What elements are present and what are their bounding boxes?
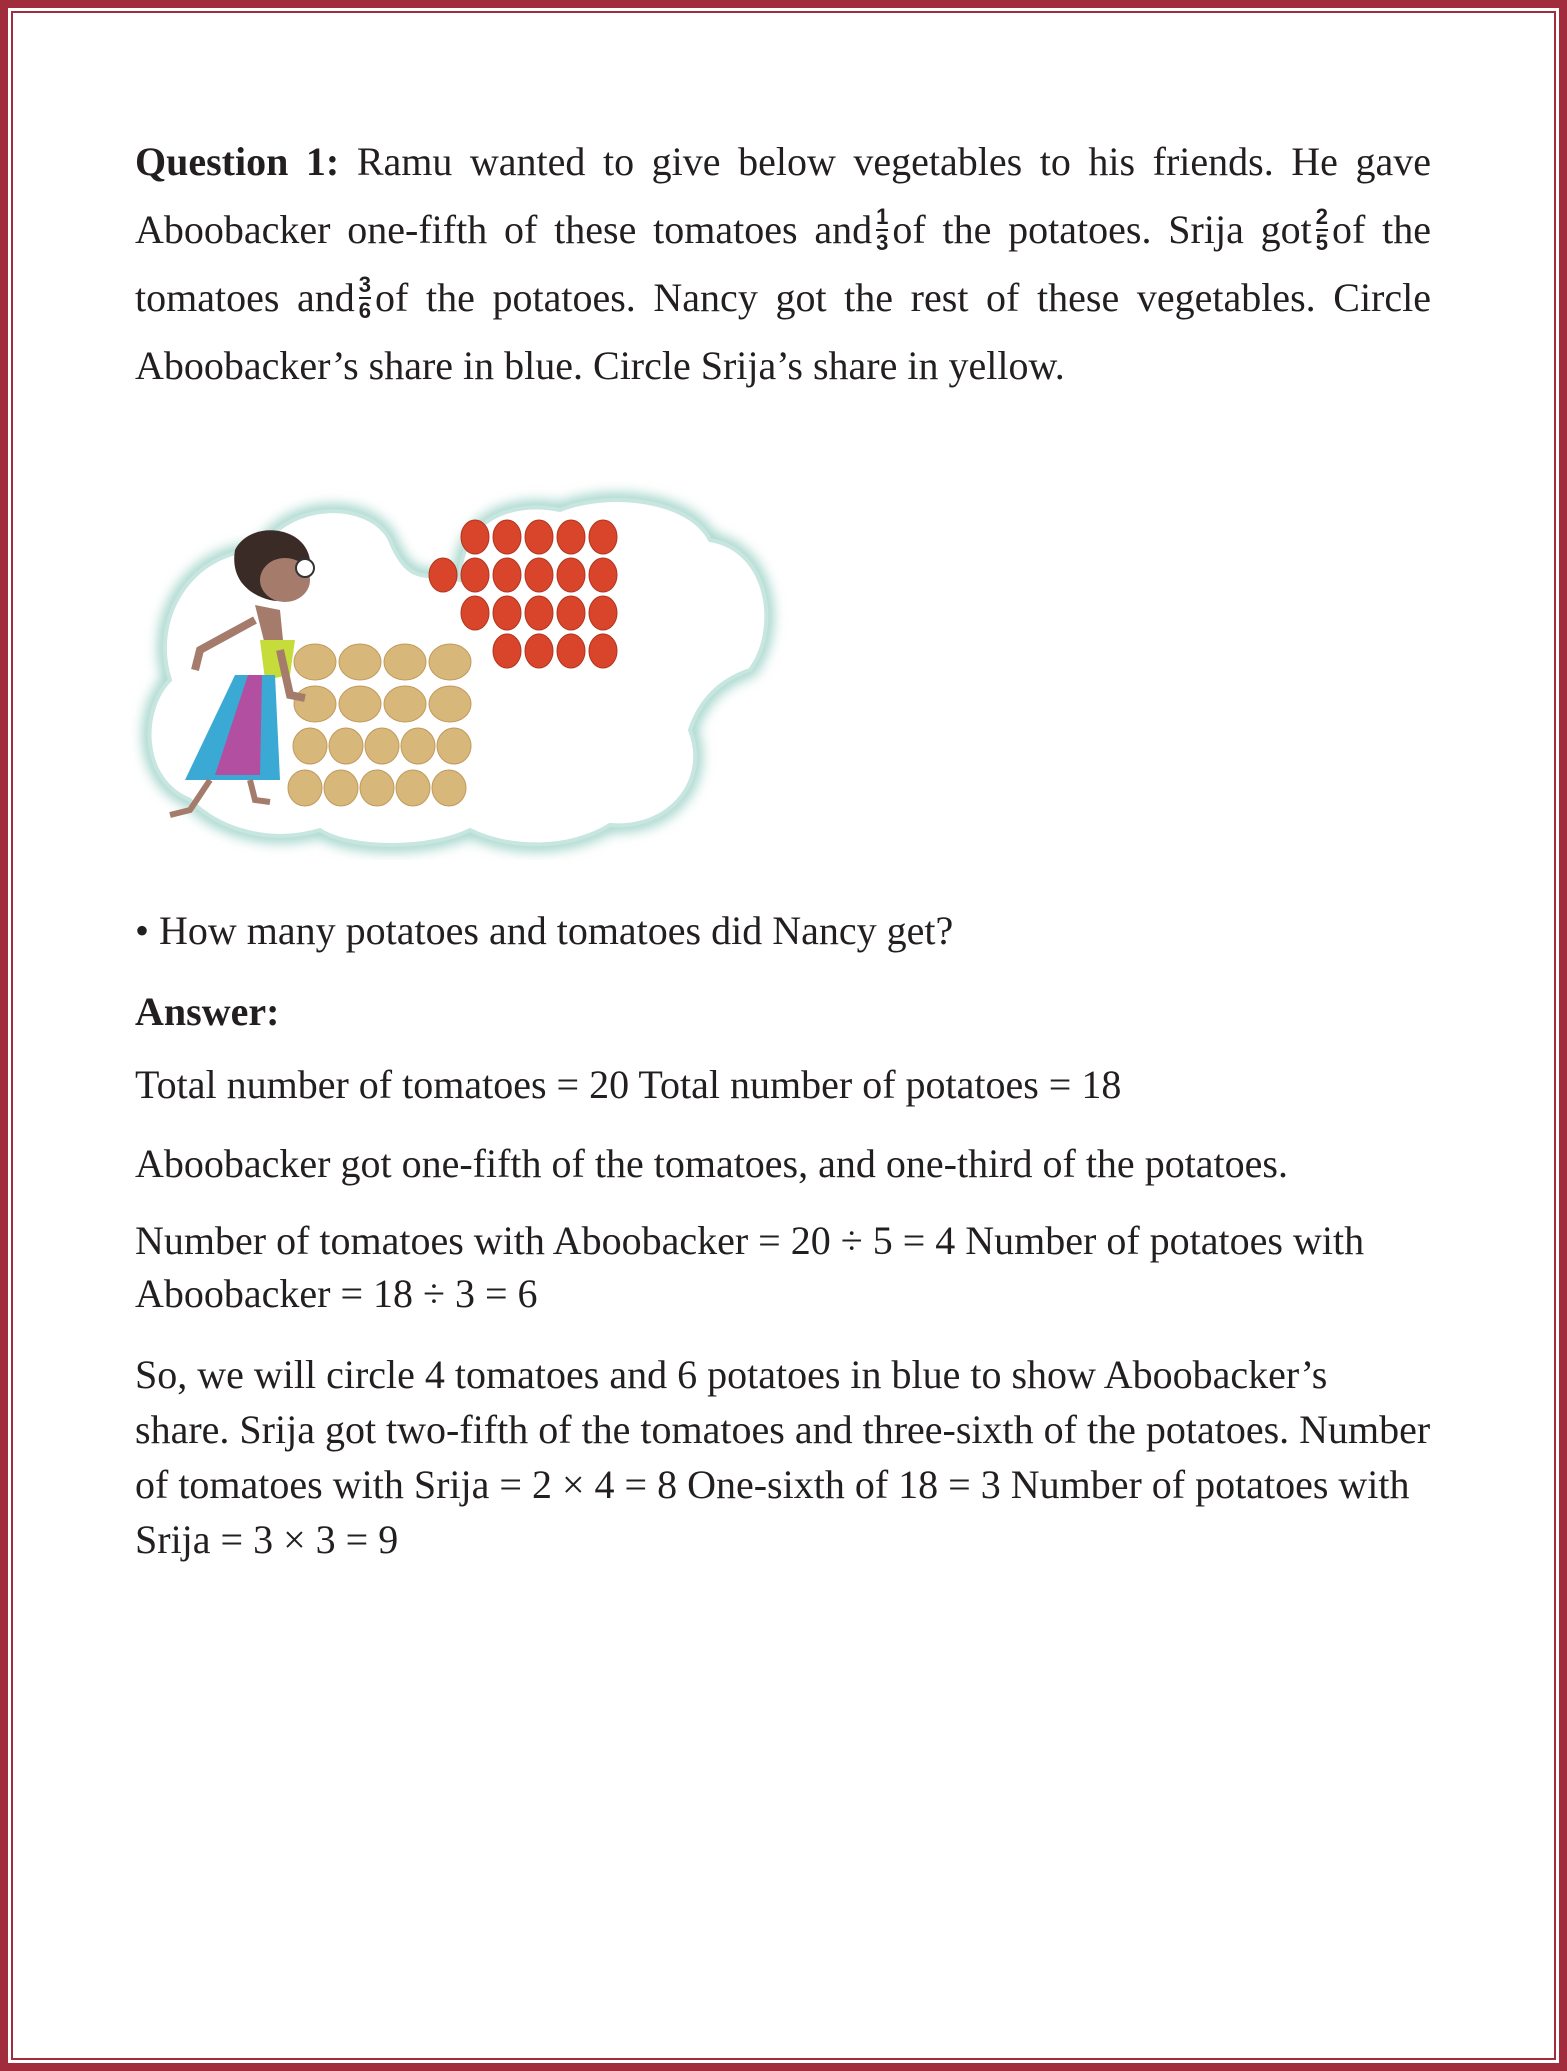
tomato [429, 558, 457, 592]
tomato [493, 596, 521, 630]
potato [396, 770, 430, 806]
potato [324, 770, 358, 806]
tomato [589, 558, 617, 592]
fraction-three-sixths: $\frac{3}{6}$ [358, 271, 372, 323]
potato [365, 728, 399, 764]
answer-line: So, we will circle 4 tomatoes and 6 potatoes in blue to show Aboobacker’s share. Srija got two-fifth of the tomatoes and three-sixth of the potatoes. Number of tomatoes with Srija = 2 × 4 = 8 One-sixth of 18 = 3 Number of potatoes with Srija = 3 × 3 = 9 [135, 1352, 1431, 1562]
question-part: Ramu wanted to give below vegetables to his friends. He gave Aboobacker one-fifth of these tomatoes and [135, 139, 1431, 252]
fraction-one-third: $\frac{1}{3}$ [876, 203, 889, 255]
potato [293, 728, 327, 764]
question-text [135, 128, 1431, 400]
vegetables-illustration [130, 480, 830, 860]
potato [429, 644, 471, 680]
tomato [493, 634, 521, 668]
potato [429, 686, 471, 722]
potato [432, 770, 466, 806]
tomato [589, 634, 617, 668]
potato [384, 644, 426, 680]
tomato [525, 634, 553, 668]
tomato [525, 520, 553, 554]
tomato [461, 558, 489, 592]
answer-line: Aboobacker got one-fifth of the tomatoes, and one-third of the potatoes. [135, 1141, 1288, 1186]
potato [437, 728, 471, 764]
tomato [589, 520, 617, 554]
potato [339, 644, 381, 680]
tomato [493, 558, 521, 592]
potato [360, 770, 394, 806]
question-part: of the potatoes. Nancy got the rest of these vegetables. Circle Aboobacker’s share in blue. Circle Srija’s share in yellow. [135, 275, 1431, 388]
tomato [525, 596, 553, 630]
potato [401, 728, 435, 764]
answer-line: Total number of tomatoes = 20 Total number of potatoes = 18 [135, 1062, 1122, 1107]
potato [329, 728, 363, 764]
potato [294, 686, 336, 722]
tomato [461, 596, 489, 630]
potato [288, 770, 322, 806]
potato [384, 686, 426, 722]
answer-heading: Answer: [135, 989, 280, 1034]
question-label: Question 1: [135, 139, 340, 184]
tomato [557, 634, 585, 668]
potato [339, 686, 381, 722]
tomato [589, 596, 617, 630]
fraction-two-fifths: $\frac{2}{5}$ [1315, 203, 1328, 255]
tomato [461, 520, 489, 554]
tomato [557, 520, 585, 554]
question-part: of the tomatoes and [135, 207, 1431, 320]
tomato [525, 558, 553, 592]
tomato [493, 520, 521, 554]
potato [294, 644, 336, 680]
tomato [557, 596, 585, 630]
answer-line: Number of tomatoes with Aboobacker = 20 ÷ 5 = 4 Number of potatoes with Aboobacker = 18 ÷ 3 = 6 [135, 1218, 1365, 1316]
question-part: of the potatoes. Srija got [892, 207, 1312, 252]
sub-question: • How many potatoes and tomatoes did Nancy get? [135, 908, 954, 953]
tomato [557, 558, 585, 592]
